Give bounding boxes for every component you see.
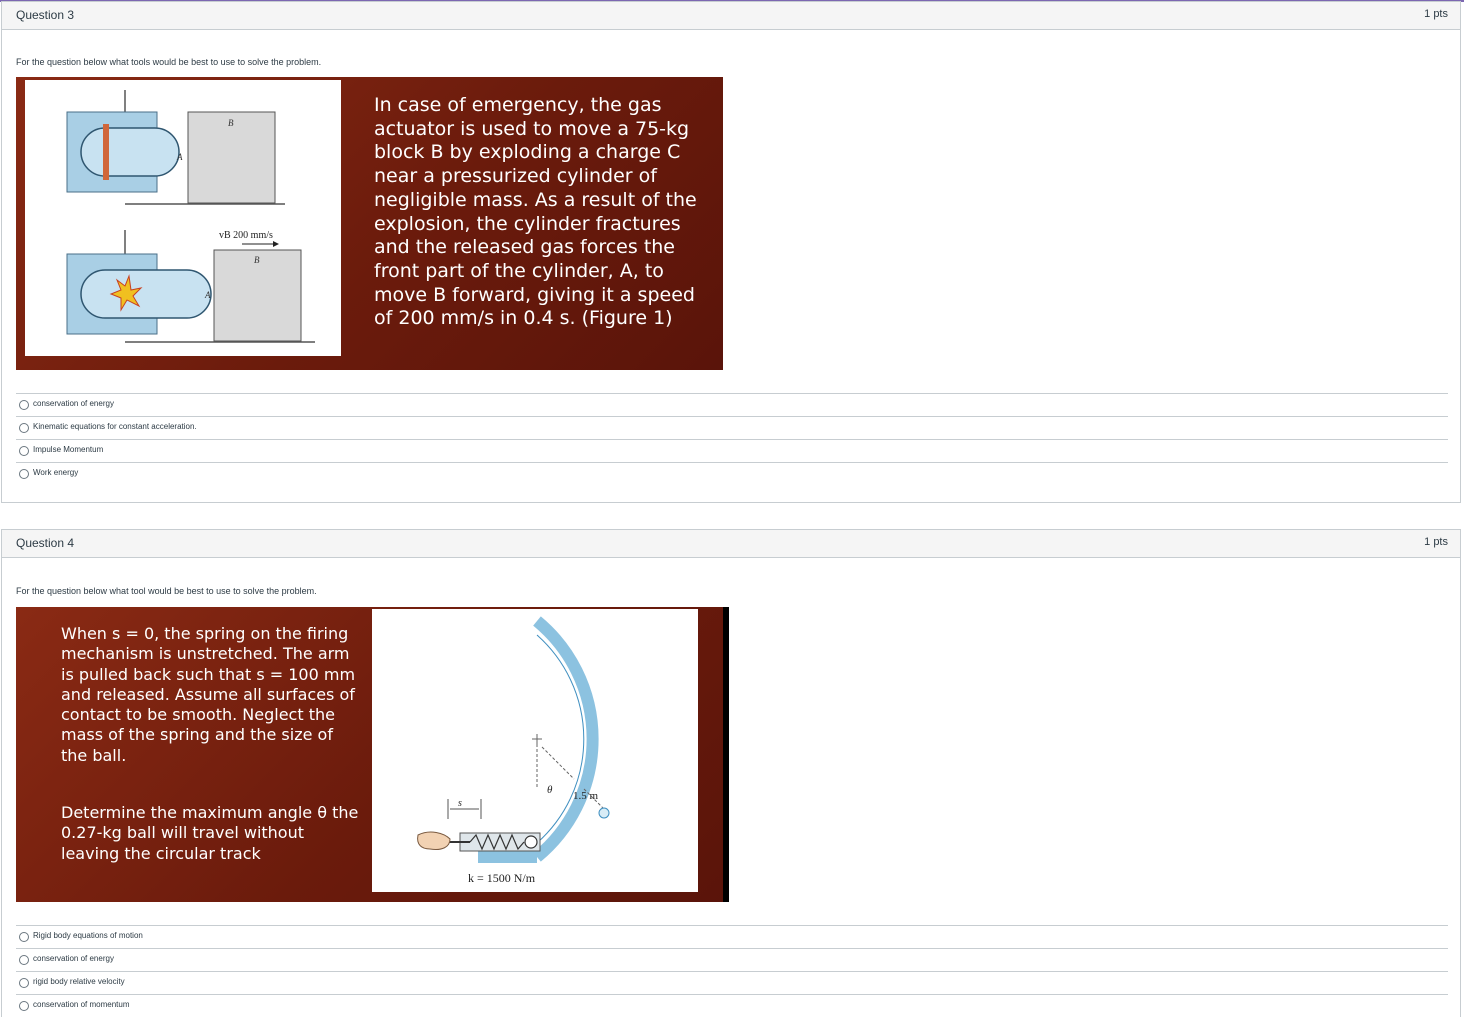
radio-button[interactable] bbox=[19, 955, 29, 965]
spring-constant-label: k = 1500 N/m bbox=[468, 871, 536, 885]
figure-problem-text: When s = 0, the spring on the firing mechanism is unstretched. The arm is pulled back such that s = 100 mm and released. Assume all surfaces of contact to be smooth. Neglect the mass of the spring and the size of the ball. bbox=[61, 624, 356, 765]
answer-label: conservation of energy bbox=[33, 399, 114, 408]
radius-label: 1.5 m bbox=[573, 790, 599, 802]
answer-label: conservation of energy bbox=[33, 954, 114, 963]
figure-problem-text: In case of emergency, the gas actuator is used to move a 75-kg block B by exploding a charge C near a pressurized cylinder of negligible mass. As a result of the explosion, the cylinder fractures and the released gas forces the front part of the cylinder, A, to move B forward, giving it a speed of 200 mm/s in 0.4 s. (Figure 1) bbox=[374, 94, 697, 330]
answer-option[interactable] bbox=[16, 439, 1448, 462]
question-prompt: For the question below what tool would be best to use to solve the problem. bbox=[16, 586, 317, 596]
answer-option[interactable] bbox=[16, 948, 1448, 971]
figure-border bbox=[723, 607, 729, 902]
radio-button[interactable] bbox=[19, 469, 29, 479]
s-label: s bbox=[458, 798, 462, 809]
answer-option[interactable] bbox=[16, 416, 1448, 439]
answer-label: rigid body relative velocity bbox=[33, 977, 125, 986]
answer-label: Impulse Momentum bbox=[33, 445, 104, 454]
radio-button[interactable] bbox=[19, 400, 29, 410]
answer-label: Rigid body equations of motion bbox=[33, 931, 143, 940]
question-header bbox=[2, 530, 1460, 558]
radio-button[interactable] bbox=[19, 446, 29, 456]
angle-label: θ bbox=[547, 784, 553, 796]
answer-label: Work energy bbox=[33, 468, 79, 477]
question-points: 1 pts bbox=[1424, 8, 1448, 20]
question-points: 1 pts bbox=[1424, 536, 1448, 548]
block-label-2: B bbox=[254, 255, 260, 265]
part-label: A bbox=[177, 152, 183, 162]
answer-option[interactable] bbox=[16, 925, 1448, 948]
radio-button[interactable] bbox=[19, 1001, 29, 1011]
question-figure bbox=[16, 77, 723, 370]
question-3 bbox=[1, 1, 1461, 503]
answer-label: conservation of momentum bbox=[33, 1000, 130, 1009]
answer-label: Kinematic equations for constant acceleration. bbox=[33, 422, 197, 431]
answer-option[interactable] bbox=[16, 994, 1448, 1017]
radio-button[interactable] bbox=[19, 978, 29, 988]
answer-option[interactable] bbox=[16, 393, 1448, 416]
answer-option[interactable] bbox=[16, 971, 1448, 994]
block-label: B bbox=[228, 118, 234, 128]
velocity-label: vB 200 mm/s bbox=[219, 230, 273, 241]
circular-track-diagram bbox=[372, 609, 698, 892]
answer-list bbox=[16, 393, 1448, 485]
question-title: Question 4 bbox=[16, 536, 75, 550]
radio-button[interactable] bbox=[19, 423, 29, 433]
question-4 bbox=[1, 529, 1461, 1017]
answer-option[interactable] bbox=[16, 462, 1448, 485]
question-prompt: For the question below what tools would be best to use to solve the problem. bbox=[16, 57, 322, 67]
figure-question-text: Determine the maximum angle θ the 0.27-kg ball will travel without leaving the circular track bbox=[61, 803, 359, 863]
question-title: Question 3 bbox=[16, 8, 75, 22]
part-label-2: A bbox=[205, 290, 211, 300]
radio-button[interactable] bbox=[19, 932, 29, 942]
question-header bbox=[2, 2, 1460, 30]
gas-actuator-diagram bbox=[25, 80, 341, 356]
answer-list bbox=[16, 925, 1448, 1017]
question-figure bbox=[16, 607, 729, 902]
